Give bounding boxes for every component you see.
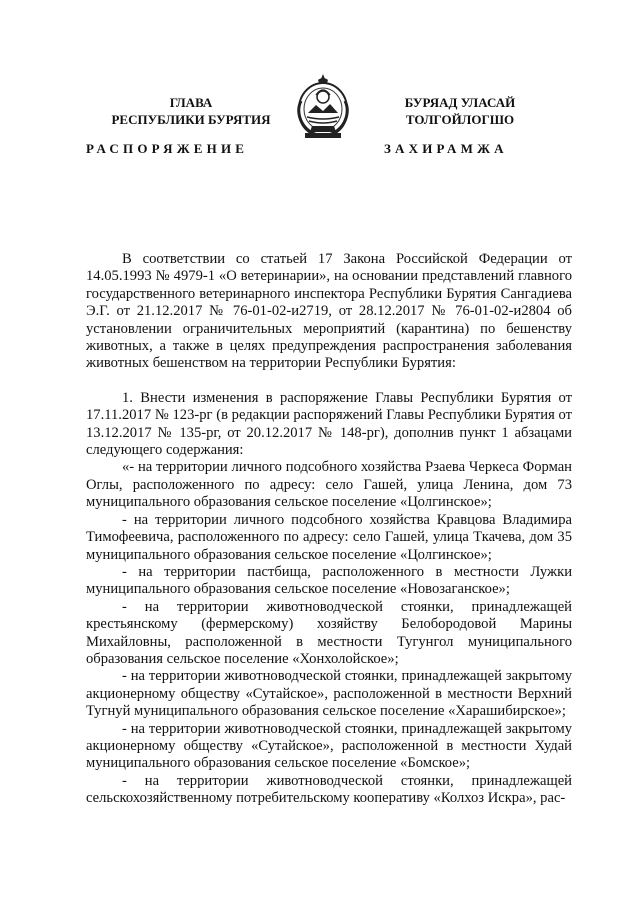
list-item: - на территории личного подсобного хозяйства Кравцова Владимира Тимофеевича, расположенного по адресу: село Гашей, улица Ткачева, дом 35 муниципального образования сельское поселение «Цолгинское»; bbox=[86, 511, 572, 563]
list-item: - на территории животноводческой стоянки, принадлежащей сельскохозяйственному потребительскому кооперативу «Колхоз Искра», рас- bbox=[86, 772, 572, 807]
header-left-block bbox=[86, 94, 296, 128]
header-right-block bbox=[355, 94, 565, 128]
header-right-line1: БУРЯАД УЛАСАЙ bbox=[404, 95, 516, 110]
list-item: - на территории животноводческой стоянки, принадлежащей закрытому акционерному обществу «Сутайское», расположенной в местности Худай муниципального образования сельское поселение «Бомское»; bbox=[86, 720, 572, 772]
header-right-line2: ТОЛГОЙЛОГШО bbox=[405, 112, 515, 127]
list-item: - на территории животноводческой стоянки, принадлежащей крестьянскому (фермерскому) хозяйству Белобородовой Марины Михайловны, расположенной в местности Тугунгол муниципального образования сельское поселение «Хонхолойское»; bbox=[86, 598, 572, 667]
republic-emblem-icon bbox=[292, 71, 354, 143]
emblem-svg bbox=[292, 71, 354, 143]
list-item: «- на территории личного подсобного хозяйства Рзаева Черкеса Форман Оглы, расположенного по адресу: село Гашей, улица Ленина, дом 73 муниципального образования сельское поселение «Цолгинское»; bbox=[86, 459, 572, 511]
clause-1-paragraph: 1. Внести изменения в распоряжение Главы Республики Бурятия от 17.11.2017 № 123-рг (в редакции распоряжений Главы Республики Бурятия от 13.12.2017 № 135-рг, от 20.12.2017 № 148-рг), дополнив пункт 1 абзацами следующего содержания: bbox=[86, 389, 572, 459]
header-left-line2: РЕСПУБЛИКИ БУРЯТИЯ bbox=[111, 112, 271, 127]
document-body bbox=[86, 251, 572, 808]
order-title-ru: РАСПОРЯЖЕНИЕ bbox=[86, 141, 249, 156]
list-item: - на территории животноводческой стоянки, принадлежащей закрытому акционерному обществу «Сутайское», расположенной в местности Верхний Тугнуй муниципального образования сельское поселение «Харашибирское»; bbox=[86, 668, 572, 720]
list-item: - на территории пастбища, расположенного в местности Лужки муниципального образования сельское поселение «Новозаганское»; bbox=[86, 563, 572, 598]
header-left-line1: ГЛАВА bbox=[169, 95, 213, 110]
order-title-bua: ЗАХИРАМЖА bbox=[384, 141, 508, 156]
preamble-paragraph: В соответствии со статьей 17 Закона Российской Федерации от 14.05.1993 № 4979-1 «О ветеринарии», на основании представлений главного государственного ветеринарного инспектора Республики Бурятия Сангадиева Э.Г. от 21.12.2017 № 76-01-02-и2719, от 28.12.2017 № 76-01-02-и2804 об установлении ограничительных мероприятий (карантина) по бешенству животных, а также в целях предупреждения распространения заболевания животных бешенством на территории Республики Бурятия: bbox=[86, 251, 572, 372]
